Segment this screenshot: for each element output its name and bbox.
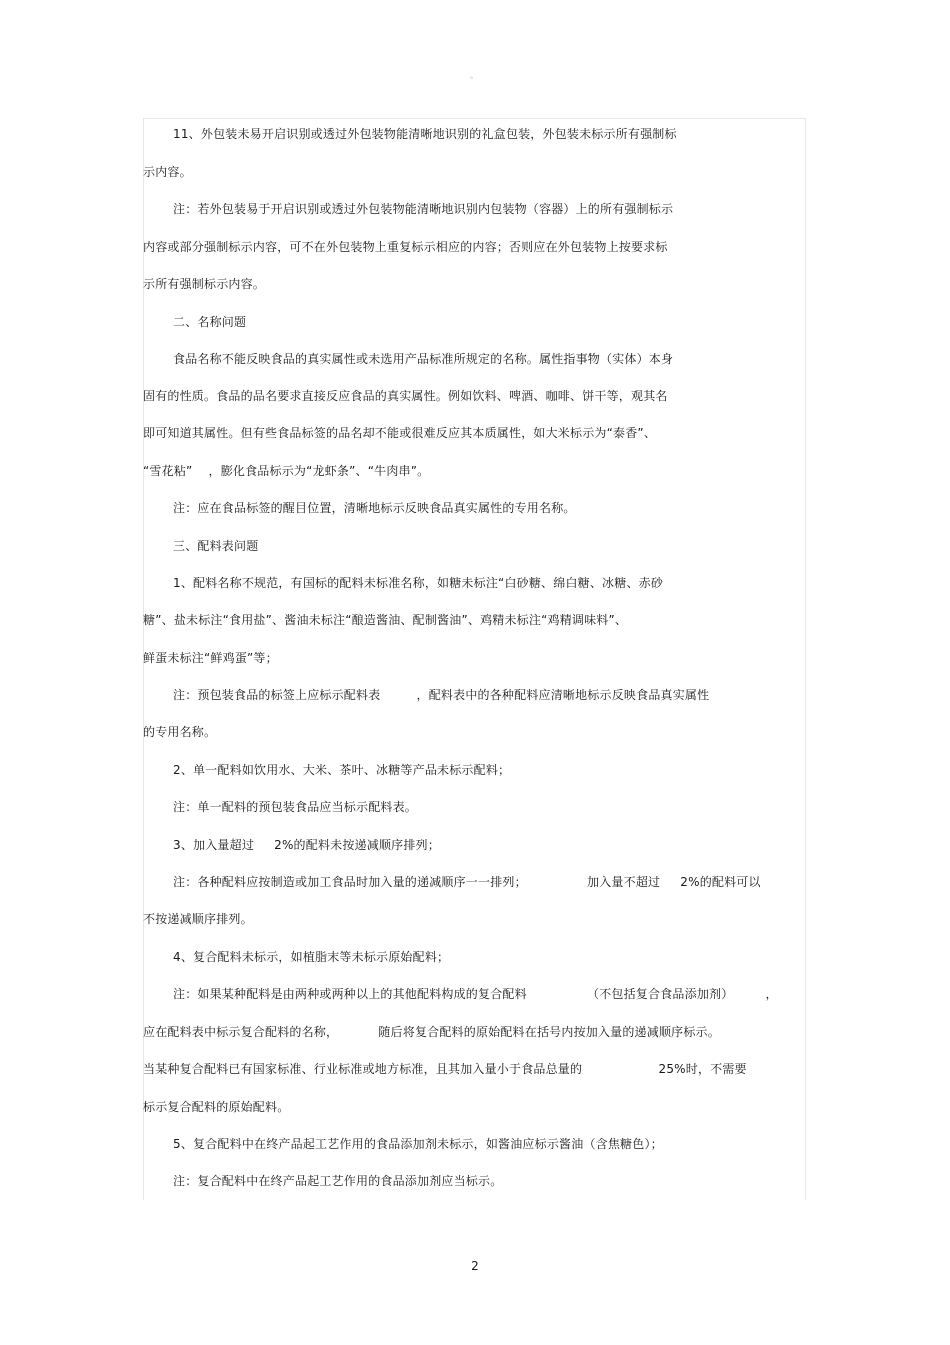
paragraph-line: 3、加入量超过 2%的配料未按递减顺序排列； <box>173 838 440 852</box>
paragraph-line: 固有的性质。食品的品名要求直接反应食品的真实属性。例如饮料、啤酒、咖啡、饼干等，观其名 <box>143 389 668 403</box>
page-number: 2 <box>471 1259 479 1273</box>
paragraph-line: 鲜蛋未标注“鲜鸡蛋”等； <box>143 651 278 665</box>
note-line: 示所有强制标示内容。 <box>143 277 266 291</box>
section-heading: 二、名称问题 <box>173 315 247 329</box>
section-heading: 三、配料表问题 <box>173 539 259 553</box>
paragraph-line: 1、配料名称不规范，有国标的配料未标准名称，如糖未标注“白砂糖、绵白糖、冰糖、赤砂 <box>173 576 664 590</box>
paragraph-line: 示内容。 <box>143 165 192 179</box>
note-line: 应在配料表中标示复合配料的名称， 随后将复合配料的原始配料在括号内按加入量的递减顺序标示。 <box>143 1025 720 1039</box>
paragraph-line: 即可知道其属性。但有些食品标签的品名却不能或很难反应其本质属性，如大米标示为“泰香”、 <box>143 426 657 440</box>
paragraph-line: 4、复合配料未标示，如植脂末等未标示原始配料； <box>173 950 450 964</box>
paragraph-line: 5、复合配料中在终产品起工艺作用的食品添加剂未标示，如酱油应标示酱油（含焦糖色）； <box>173 1137 663 1151</box>
paragraph-line: “雪花粘” ，膨化食品标示为“龙虾条”、“牛肉串”。 <box>143 464 430 478</box>
paragraph-line: 2、单一配料如饮用水、大米、茶叶、冰糖等产品未标示配料； <box>173 763 511 777</box>
note-line: 内容或部分强制标示内容，可不在外包装物上重复标示相应的内容；否则应在外包装物上按要求标 <box>143 240 668 254</box>
note-line: 不按递减顺序排列。 <box>143 912 253 926</box>
note-line: 注：复合配料中在终产品起工艺作用的食品添加剂应当标示。 <box>173 1174 503 1188</box>
note-line: 的专用名称。 <box>143 725 217 739</box>
note-line: 注：预包装食品的标签上应标示配料表 ，配料表中的各种配料应清晰地标示反映食品真实属性 <box>173 688 710 702</box>
note-line: 当某种复合配料已有国家标准、行业标准或地方标准，且其加入量小于食品总量的 25%时，不需要 <box>143 1062 747 1076</box>
note-line: 注：单一配料的预包装食品应当标示配料表。 <box>173 800 418 814</box>
header-mark: 。 <box>470 71 478 80</box>
paragraph-line: 11、外包装未易开启识别或透过外包装物能清晰地识别的礼盒包装，外包装未标示所有强制标 <box>173 127 677 141</box>
note-line: 标示复合配料的原始配料。 <box>143 1100 290 1114</box>
note-line: 注：应在食品标签的醒目位置，清晰地标示反映食品真实属性的专用名称。 <box>173 501 576 515</box>
note-line: 注：若外包装易于开启识别或透过外包装物能清晰地识别内包装物（容器）上的所有强制标示 <box>173 202 674 216</box>
note-line: 注：如果某种配料是由两种或两种以上的其他配料构成的复合配料 （不包括复合食品添加剂） ， <box>173 987 778 1001</box>
paragraph-line: 糖”、盐未标注“食用盐”、酱油未标注“酿造酱油、配制酱油”、鸡精未标注“鸡精调味料”、 <box>143 613 628 627</box>
note-line: 注：各种配料应按制造或加工食品时加入量的递减顺序一一排列； 加入量不超过 2%的配料可以 <box>173 875 761 889</box>
paragraph-line: 食品名称不能反映食品的真实属性或未选用产品标准所规定的名称。属性指事物（实体）本身 <box>173 352 674 366</box>
